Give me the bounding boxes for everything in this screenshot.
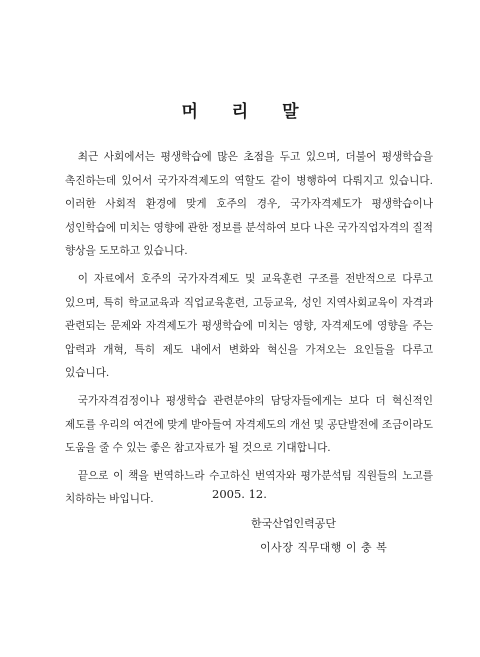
signer-name: 이사장 직무대행 이 충 복 <box>260 541 388 554</box>
paragraph-2: 이 자료에서 호주의 국가자격제도 및 교육훈련 구조를 전반적으로 다루고 있으며, 특히 학교교육과 직업교육훈련, 고등교육, 성인 지역사회교육이 자격과 관련되는 문제와 자격제도가 평생학습에 미치는 영향, 자격제도에 영향을 주는 압력과 개혁, 특히 제도 내에서 변화와 혁신을 가져오는 요인들을 다루고 있습니다. <box>65 272 433 380</box>
document-date: 2005. 12. <box>212 487 267 501</box>
organization-name: 한국산업인력공단 <box>251 517 337 530</box>
page-title: 머 리 말 <box>181 102 313 122</box>
paragraph-4: 끝으로 이 책을 번역하느라 수고하신 번역자와 평가분석팀 직원들의 노고를 치하하는 바입니다. <box>65 469 433 506</box>
paragraph-1: 최근 사회에서는 평생학습에 많은 초점을 두고 있으며, 더불어 평생학습을 촉진하는데 있어서 국가자격제도의 역할도 같이 병행하여 다뤄지고 있습니다. 이러한 사회적 환경에 맞게 호주의 경우, 국가자격제도가 평생학습이나 성인학습에 미치는 영향에 관한 정보를 분석하여 보다 나은 국가직업자격의 질적 향상을 도모하고 있습니다. <box>65 151 434 258</box>
document-body <box>65 146 433 516</box>
paragraph-3: 국가자격검정이나 평생학습 관련분야의 담당자들에게는 보다 더 혁신적인 제도를 우리의 여건에 맞게 받아들여 자격제도의 개선 및 공단발전에 조금이라도 도움을 줄 수 있는 좋은 참고자료가 될 것으로 기대합니다. <box>65 394 434 455</box>
